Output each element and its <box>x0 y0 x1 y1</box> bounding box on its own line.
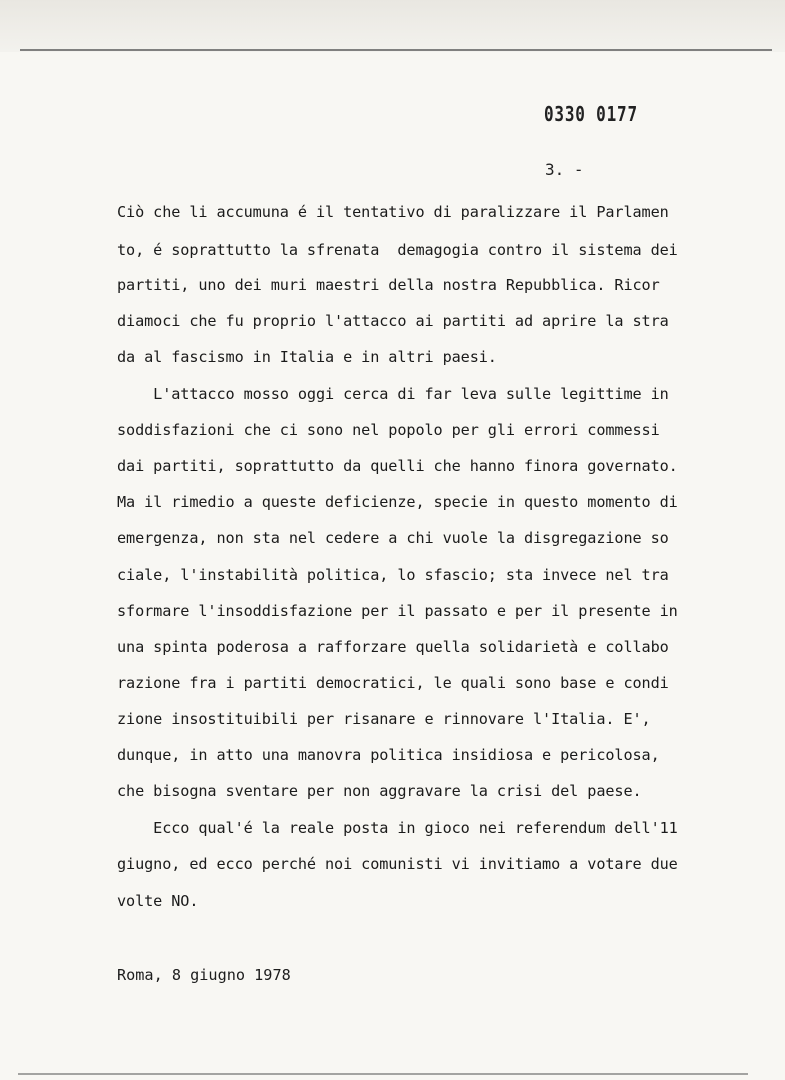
text-line: Ecco qual'é la reale posta in gioco nei referendum dell'11 <box>117 819 678 837</box>
text-line: diamoci che fu proprio l'attacco ai partiti ad aprire la stra <box>117 312 669 330</box>
text-line: che bisogna sventare per non aggravare la crisi del paese. <box>117 782 642 800</box>
bottom-rule <box>18 1073 748 1075</box>
text-line: sformare l'insoddisfazione per il passato e per il presente in <box>117 602 678 620</box>
top-rule <box>20 49 772 51</box>
text-line: soddisfazioni che ci sono nel popolo per gli errori commessi <box>117 421 660 439</box>
text-line: dunque, in atto una manovra politica insidiosa e pericolosa, <box>117 746 660 764</box>
text-line: partiti, uno dei muri maestri della nostra Repubblica. Ricor <box>117 276 660 294</box>
text-line: volte NO. <box>117 892 199 910</box>
text-line: Ma il rimedio a queste deficienze, specie in questo momento di <box>117 493 678 511</box>
text-line: to, é soprattutto la sfrenata demagogia contro il sistema dei <box>117 241 678 259</box>
text-line: razione fra i partiti democratici, le quali sono base e condi <box>117 674 669 692</box>
text-line: una spinta poderosa a rafforzare quella solidarietà e collabo <box>117 638 669 656</box>
place-date: Roma, 8 giugno 1978 <box>117 966 291 984</box>
page-number: 3. - <box>545 160 584 179</box>
text-line: emergenza, non sta nel cedere a chi vuole la disgregazione so <box>117 529 669 547</box>
page-top-edge <box>0 0 785 52</box>
text-line: giugno, ed ecco perché noi comunisti vi invitiamo a votare due <box>117 855 678 873</box>
text-line: dai partiti, soprattutto da quelli che hanno finora governato. <box>117 457 678 475</box>
text-line: zione insostituibili per risanare e rinnovare l'Italia. E', <box>117 710 651 728</box>
text-line: da al fascismo in Italia e in altri paesi. <box>117 348 497 366</box>
text-line: L'attacco mosso oggi cerca di far leva sulle legittime in <box>117 385 669 403</box>
archive-number: 0330 0177 <box>544 102 638 126</box>
text-line: Ciò che li accumuna é il tentativo di paralizzare il Parlamen <box>117 203 669 221</box>
text-line: ciale, l'instabilità politica, lo sfascio; sta invece nel tra <box>117 566 669 584</box>
